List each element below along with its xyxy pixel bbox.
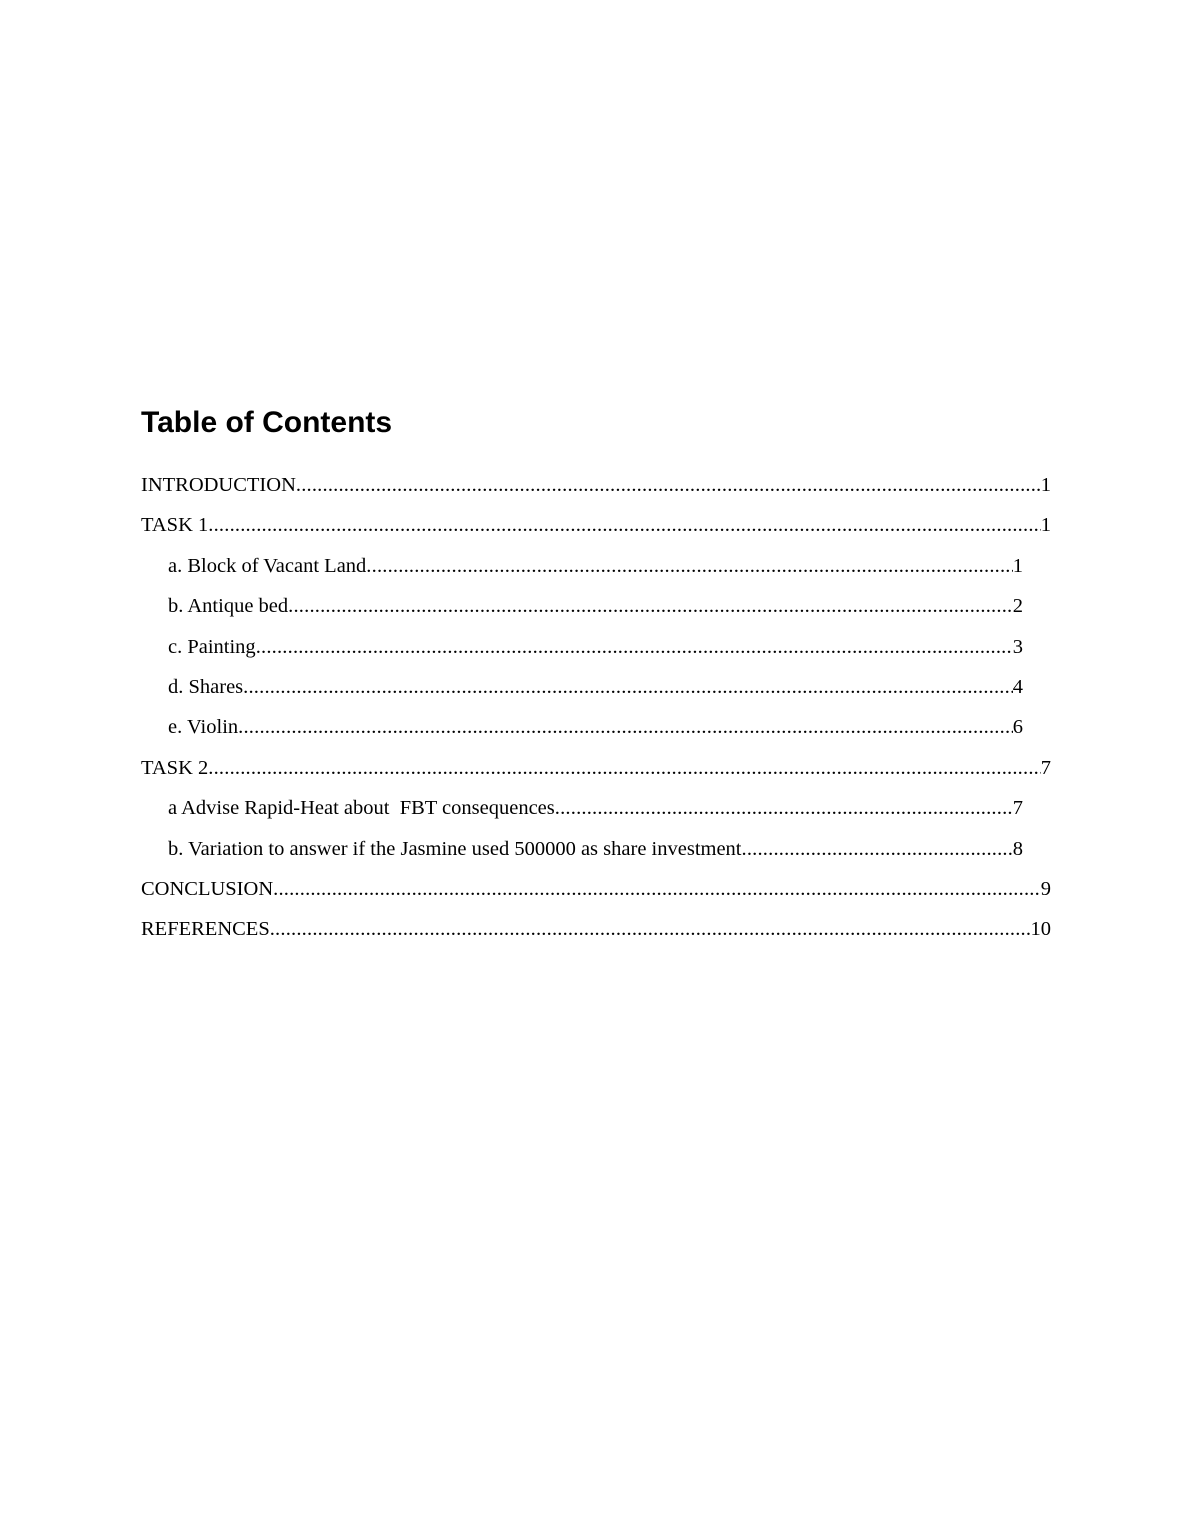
toc-dot-leader [243,667,1013,707]
toc-entry-variation-to-answer[interactable] [168,829,1023,869]
toc-page-number: 1 [1040,514,1051,537]
toc-entry-label: e. Violin [168,716,239,739]
toc-entry-violin[interactable] [168,707,1023,747]
toc-entry-references[interactable] [141,909,1051,949]
toc-page-number: 4 [1012,675,1023,698]
toc-entry-label: a Advise Rapid-Heat about FBT consequences [168,797,555,820]
toc-page-number: 2 [1012,595,1023,618]
toc-dot-leader [366,546,1012,586]
toc-dot-leader [288,586,1013,626]
toc-entry-label: TASK 2 [141,756,209,779]
toc-entry-antique-bed[interactable] [168,586,1023,626]
toc-entry-advise-rapid-heat[interactable] [168,788,1023,828]
toc-page-number: 9 [1040,877,1051,900]
toc-page-number: 10 [1030,918,1051,941]
toc-page-number: 1 [1012,554,1023,577]
toc-entry-label: CONCLUSION [141,877,274,900]
toc-page-number: 7 [1012,797,1023,820]
toc-heading: Table of Contents [141,406,393,439]
toc-page-number: 1 [1040,474,1051,496]
toc-entry-painting[interactable] [168,627,1023,667]
toc-entry-label: INTRODUCTION [141,474,296,496]
toc-dot-leader [208,748,1040,788]
toc-dot-leader [238,707,1013,747]
toc-dot-leader [256,627,1013,667]
toc-entry-label: b. Variation to answer if the Jasmine used 500000 as share investment [168,837,742,860]
toc-entry-introduction[interactable] [141,465,1051,505]
toc-page-number: 8 [1012,837,1023,860]
toc-entry-label: TASK 1 [141,514,209,537]
toc-page-number: 7 [1040,756,1051,779]
toc-dot-leader [208,505,1040,545]
toc-page-number: 6 [1012,716,1023,739]
toc-entry-label: a. Block of Vacant Land [168,554,367,577]
toc-page-number: 3 [1012,635,1023,658]
toc-entry-label: REFERENCES [141,918,270,941]
toc-dot-leader [296,465,1041,505]
toc-entry-task-1[interactable] [141,505,1051,545]
toc-entry-shares[interactable] [168,667,1023,707]
toc-entry-label: b. Antique bed [168,595,289,618]
toc-dot-leader [270,909,1031,949]
toc-entry-task-2[interactable] [141,748,1051,788]
toc-dot-leader [742,829,1013,869]
toc-entry-label: d. Shares [168,675,244,698]
toc-entry-label: c. Painting [168,635,256,658]
toc-list [141,465,1051,950]
toc-entry-conclusion[interactable] [141,869,1051,909]
toc-dot-leader [273,869,1041,909]
toc-entry-block-of-vacant-land[interactable] [168,546,1023,586]
toc-dot-leader [555,788,1013,828]
